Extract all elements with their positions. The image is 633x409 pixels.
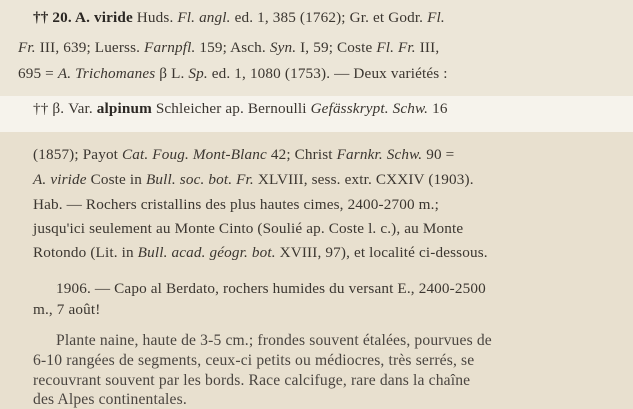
text-segment: (1857); Payot (33, 146, 122, 163)
text-segment: Huds. (132, 9, 178, 26)
description-line-2 (33, 352, 474, 370)
habitat-line-3 (33, 244, 488, 262)
text-segment: A. Trichomanes (57, 65, 156, 82)
text-segment: Bull. acad. géogr. bot. (137, 244, 276, 261)
text-segment: 159; Asch. (195, 39, 270, 56)
text-segment: Fr. (18, 39, 36, 56)
text-segment: A. viride (74, 9, 133, 26)
text-segment: †† 20. (33, 9, 75, 26)
text-segment: recouvrant souvent par les bords. Race calcifuge, rare dans la chaîne (33, 372, 471, 389)
text-segment: ed. 1, 385 (1762); Gr. et Godr. (230, 9, 428, 26)
text-segment: 6-10 rangées de segments, ceux-ci petits ou médiocres, très serrés, se (33, 352, 475, 369)
text-segment: alpinum (96, 100, 152, 117)
description-line-3 (33, 372, 470, 390)
text-segment: A. viride (33, 171, 87, 188)
text-segment: 695 = (18, 65, 58, 82)
text-segment: Fl. angl. (177, 9, 231, 26)
text-segment: 42; Christ (266, 146, 337, 163)
description-line-4 (33, 391, 187, 409)
text-segment: des Alpes continentales. (33, 391, 187, 408)
record-1906-line-1 (56, 280, 486, 298)
entry-20-line-3 (18, 65, 448, 83)
text-segment: Bull. soc. bot. Fr. (145, 171, 254, 188)
text-segment: Farnkr. Schw. (336, 146, 423, 163)
text-segment: Fl. Fr. (376, 39, 416, 56)
text-segment: 1906. — Capo al Berdato, rochers humides du versant E., 2400-2500 (56, 280, 486, 297)
text-segment: Hab. — Rochers cristallins des plus hautes cimes, 2400-2700 m.; (33, 196, 439, 213)
text-segment: β L. (155, 65, 189, 82)
text-segment: Coste in (86, 171, 146, 188)
text-segment: I, 59; Coste (296, 39, 377, 56)
continuation-line-2 (33, 171, 474, 189)
text-segment: Schleicher ap. Bernoulli (151, 100, 311, 117)
text-segment: m., 7 août! (33, 301, 101, 318)
variety-alpinum-line-1 (33, 100, 448, 118)
text-segment: †† β. Var. (33, 100, 97, 117)
text-segment: jusqu'ici seulement au Monte Cinto (Soulié ap. Coste l. c.), au Monte (33, 220, 464, 237)
text-segment: 90 = (422, 146, 455, 163)
habitat-line-2 (33, 220, 463, 238)
text-segment: Rotondo (Lit. in (33, 244, 138, 261)
text-segment: XLVIII, sess. extr. CXXIV (1903). (253, 171, 474, 188)
text-segment: Fl. (427, 9, 445, 26)
text-segment: Farnpfl. (144, 39, 196, 56)
record-1906-line-2 (33, 301, 100, 319)
text-segment: ed. 1, 1080 (1753). — Deux variétés : (207, 65, 448, 82)
text-segment: 16 (428, 100, 448, 117)
text-segment: Sp. (188, 65, 208, 82)
text-segment: XVIII, 97), et localité ci-dessous. (275, 244, 488, 261)
description-line-1 (56, 332, 492, 350)
text-segment: Cat. Foug. Mont-Blanc (122, 146, 267, 163)
text-segment: Gefässkrypt. Schw. (310, 100, 429, 117)
entry-20-line-1 (33, 9, 445, 27)
habitat-line-1 (33, 196, 439, 214)
entry-20-line-2 (18, 39, 439, 57)
text-segment: Syn. (269, 39, 297, 56)
text-segment: III, (415, 39, 440, 56)
text-segment: Plante naine, haute de 3-5 cm.; frondes souvent étalées, pourvues de (56, 332, 492, 349)
continuation-line-1 (33, 146, 454, 164)
text-segment: III, 639; Luerss. (35, 39, 145, 56)
